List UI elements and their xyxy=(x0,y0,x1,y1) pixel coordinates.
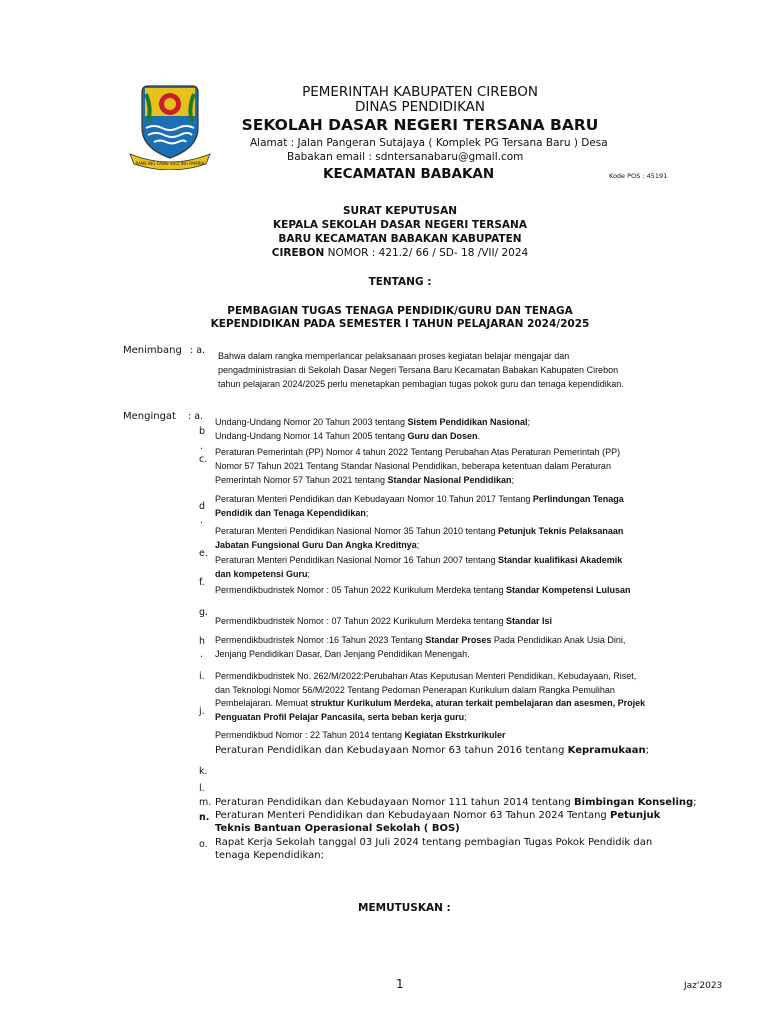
mengingat-item-j-line3: Pembelajaran. Memuat struktur Kurikulum Merdeka, aturan terkait pembelajaran dan asesmen, Projek xyxy=(215,698,646,708)
mengingat-item-e-line1: Peraturan Menteri Pendidikan Nasional Nomor 35 Tahun 2010 tentang Petunjuk Teknis Pelaksanaan xyxy=(215,526,624,536)
mengingat-item-j-line2: dan Teknologi Nomor 56/M/2022 Tentang Pedoman Penerapan Kurikulum dalam Rangka Pemulihan xyxy=(215,685,615,695)
page-number: 1 xyxy=(396,977,404,991)
decree-issuer-line2: BARU KECAMATAN BABAKAN KABUPATEN xyxy=(278,233,522,245)
mengingat-item-a: Undang-Undang Nomor 20 Tahun 2003 tentang Sistem Pendidikan Nasional; xyxy=(215,417,531,427)
menimbang-line2: pengadministrasian di Sekolah Dasar Negeri Tersana Baru Kecamatan Babakan Kabupaten Cirebon xyxy=(218,365,619,375)
list-marker: f. xyxy=(199,577,205,588)
mengingat-item-m: Peraturan Pendidikan dan Kebudayaan Nomor 111 tahun 2014 tentang Bimbingan Konseling; xyxy=(215,797,697,808)
list-marker: n. xyxy=(199,812,210,823)
mengingat-item-o-line2: tenaga Kependidikan; xyxy=(215,850,324,861)
mengingat-item-j-line4: Penguatan Profil Pelajar Pancasila, serta beban kerja guru; xyxy=(215,712,467,722)
mengingat-item-n-line1: Peraturan Menteri Pendidikan dan Kebudayaan Nomor 63 Tahun 2024 Tentang Petunjuk xyxy=(215,810,661,821)
document-code: Jaz'2023 xyxy=(684,981,723,991)
list-marker: c. xyxy=(199,454,208,465)
list-marker: d xyxy=(199,501,206,512)
list-marker: g. xyxy=(199,607,209,618)
list-marker: . xyxy=(200,441,204,452)
school-address: Alamat : Jalan Pangeran Sutajaya ( Komplek PG Tersana Baru ) Desa xyxy=(250,137,608,149)
menimbang-line1: Bahwa dalam rangka memperlancar pelaksanaan proses kegiatan belajar mengajar dan xyxy=(218,351,570,361)
list-marker: m. xyxy=(199,797,212,808)
decree-number-line xyxy=(180,247,620,259)
decree-number: NOMOR : 421.2/ 66 / SD- 18 /VII/ 2024 xyxy=(324,247,529,259)
school-address-email: Babakan email : sdntersanabaru@gmail.com xyxy=(287,151,524,163)
department-heading: DINAS PENDIDIKAN xyxy=(354,99,486,115)
mengingat-item-n-line2: Teknis Bantuan Operasional Sekolah ( BOS) xyxy=(215,823,460,834)
list-marker: k. xyxy=(199,766,208,777)
mengingat-item-h: Permendikbudristek Nomor : 07 Tahun 2022 Kurikulum Merdeka tentang Standar Isi xyxy=(215,616,553,626)
decree-subject-line1: PEMBAGIAN TUGAS TENAGA PENDIDIK/GURU DAN TENAGA xyxy=(227,305,573,317)
school-name: SEKOLAH DASAR NEGERI TERSANA BARU xyxy=(241,116,599,134)
list-marker: h xyxy=(199,636,206,647)
list-marker: : a. xyxy=(188,411,204,422)
memutuskan-heading: MEMUTUSKAN : xyxy=(358,902,451,914)
list-marker: l. xyxy=(199,783,205,794)
mengingat-item-g: Permendikbudristek Nomor : 05 Tahun 2022 Kurikulum Merdeka tentang Standar Kompetensi Lulusan xyxy=(215,585,631,595)
mengingat-label: Mengingat xyxy=(123,411,176,422)
list-marker: i. xyxy=(199,671,205,682)
decree-title: SURAT KEPUTUSAN xyxy=(343,205,457,217)
mengingat-item-b: Undang-Undang Nomor 14 Tahun 2005 tentang Guru dan Dosen. xyxy=(215,431,481,441)
list-marker: o. xyxy=(199,839,208,850)
decree-subject-line2: KEPENDIDIKAN PADA SEMESTER I TAHUN PELAJARAN 2024/2025 xyxy=(210,318,590,330)
mengingat-item-f-line2: dan kompetensi Guru; xyxy=(215,569,311,579)
menimbang-line3: tahun pelajaran 2024/2025 perlu menetapkan pembagian tugas pokok guru dan tenaga kependidikan. xyxy=(218,379,624,389)
mengingat-item-c-line2: Nomor 57 Tahun 2021 Tentang Standar Nasional Pendidikan, beberapa ketentuan dalam Peraturan xyxy=(215,461,611,471)
emblem-motto: RAME ING GAWE SUCI ING PAMRIH xyxy=(135,161,205,166)
mengingat-item-c-line1: Peraturan Pemerintah (PP) Nomor 4 tahun 2022 Tentang Perubahan Atas Peraturan Pemerintah (PP) xyxy=(215,447,621,457)
mengingat-item-e-line2: Jabatan Fungsional Guru Dan Angka Kreditnya; xyxy=(215,540,420,550)
list-marker: . xyxy=(200,515,204,526)
list-marker: e. xyxy=(199,548,208,559)
government-heading: PEMERINTAH KABUPATEN CIREBON xyxy=(302,84,538,100)
menimbang-label: Menimbang xyxy=(123,345,182,356)
list-marker: b xyxy=(199,426,206,437)
mengingat-item-l: Peraturan Pendidikan dan Kebudayaan Nomor 63 tahun 2016 tentang Kepramukaan; xyxy=(215,745,650,756)
list-marker: . xyxy=(200,649,204,660)
postal-code: Kode POS : 45191 xyxy=(609,172,668,180)
mengingat-item-i-line2: Jenjang Pendidikan Dasar, Dan Jenjang Pendidikan Menengah. xyxy=(215,649,470,659)
tentang-heading: TENTANG : xyxy=(368,276,432,288)
decree-issuer-line3: CIREBON xyxy=(271,247,325,259)
mengingat-item-d-line2: Pendidik dan Tenaga Kependidikan; xyxy=(215,508,369,518)
decree-issuer-line1: KEPALA SEKOLAH DASAR NEGERI TERSANA xyxy=(273,219,527,231)
mengingat-item-c-line3: Pemerintah Nomor 57 Tahun 2021 tentang Standar Nasional Pendidikan; xyxy=(215,475,514,485)
mengingat-item-d-line1: Peraturan Menteri Pendidikan dan Kebudayaan Nomor 10 Tahun 2017 Tentang Perlindungan Tenaga xyxy=(215,494,624,504)
mengingat-item-f-line1: Peraturan Menteri Pendidikan Nasional Nomor 16 Tahun 2007 tentang Standar kualifikasi Akademik xyxy=(215,555,623,565)
menimbang-marker: : a. xyxy=(190,345,206,356)
district-name: KECAMATAN BABAKAN xyxy=(323,166,495,182)
mengingat-item-j-line1: Permendikbudristek No. 262/M/2022:Perubahan Atas Keputusan Menteri Pendidikan, Kebudayaan, Riset, xyxy=(215,671,637,681)
mengingat-item-o-line1: Rapat Kerja Sekolah tanggal 03 Juli 2024 tentang pembagian Tugas Pokok Pendidik dan xyxy=(215,837,653,848)
mengingat-item-k: Permendikbud Nomor : 22 Tahun 2014 tentang Kegiatan Ekstrkurikuler xyxy=(215,730,506,740)
list-marker: j. xyxy=(199,706,205,717)
mengingat-item-i-line1: Permendikbudristek Nomor :16 Tahun 2023 Tentang Standar Proses Pada Pendidikan Anak Usia Dini, xyxy=(215,635,626,645)
cirebon-regency-emblem xyxy=(128,78,212,170)
